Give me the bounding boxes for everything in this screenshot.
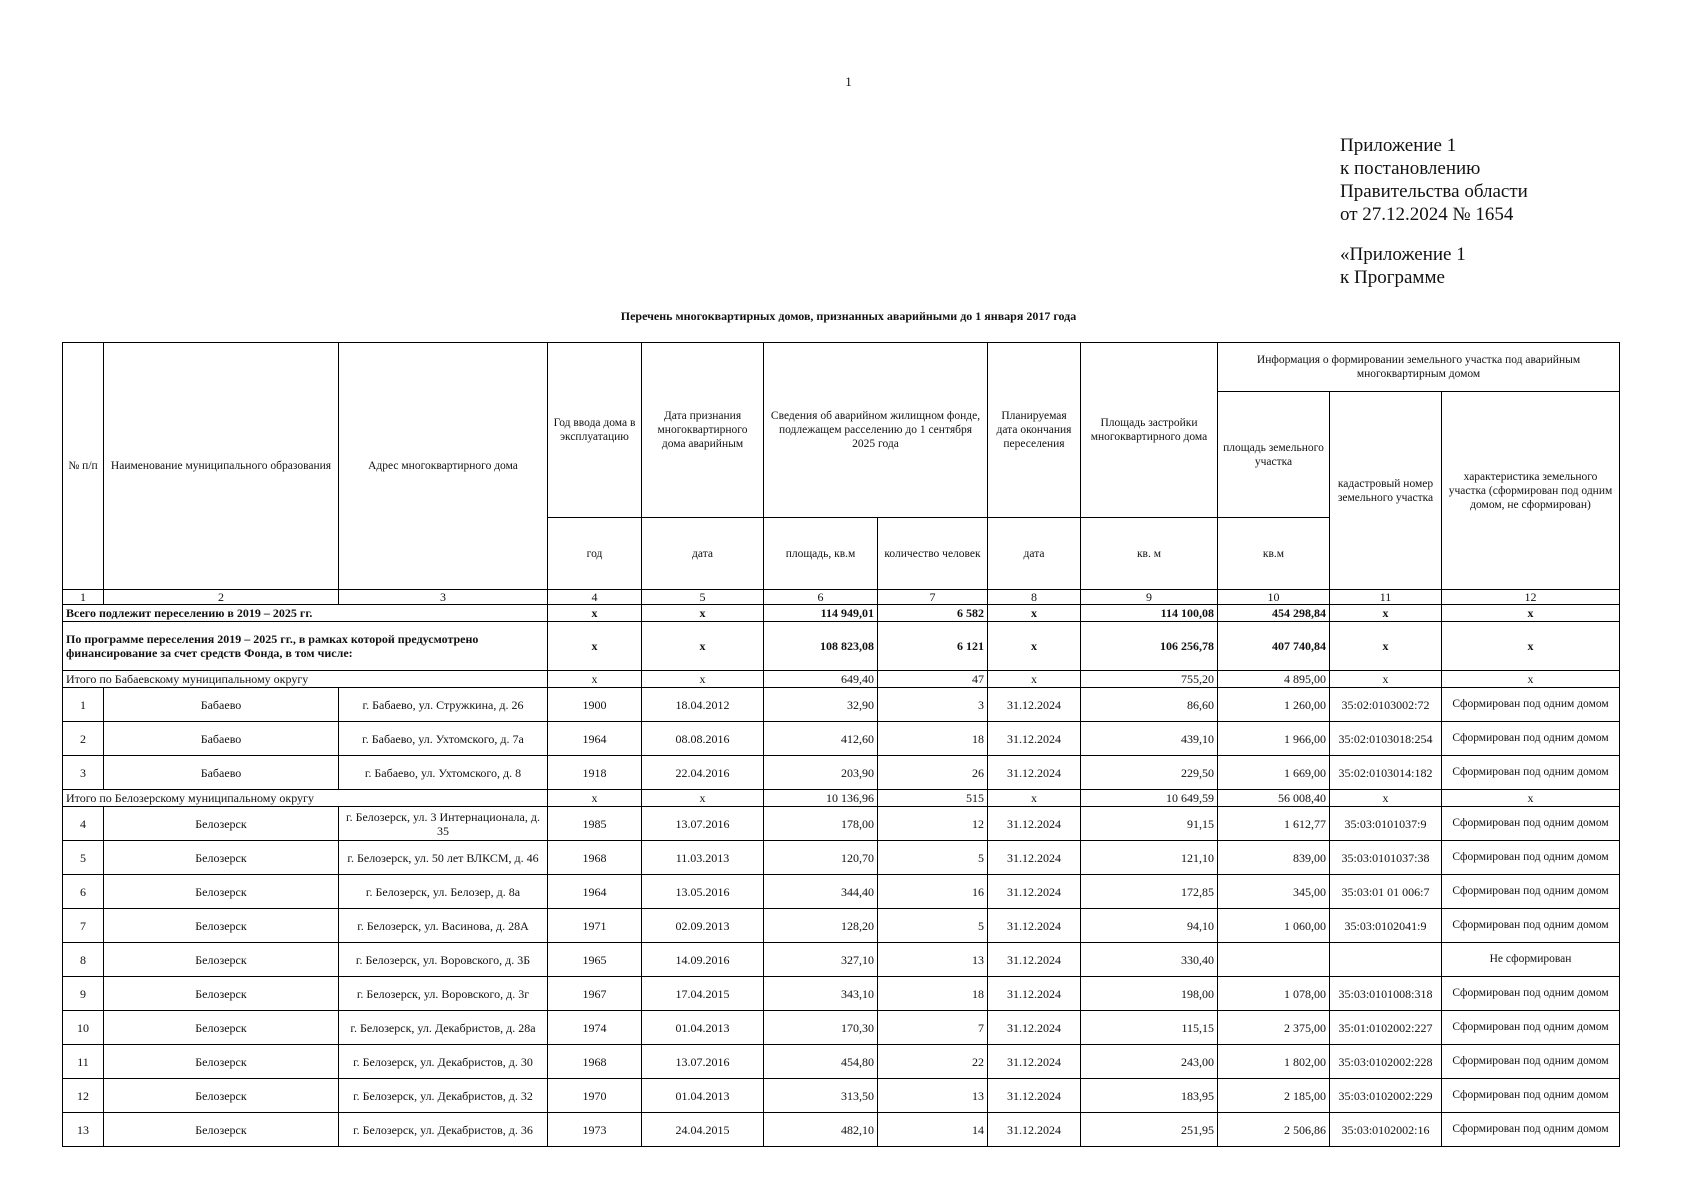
housing-table — [62, 342, 1620, 1147]
planned-date-cell: 31.12.2024 — [988, 1079, 1081, 1113]
planned-date-cell: 31.12.2024 — [988, 1011, 1081, 1045]
land-char-cell: Сформирован под одним домом — [1442, 1045, 1620, 1079]
unit-year: год — [548, 518, 642, 590]
municipality-cell: Бабаево — [104, 688, 339, 722]
people-cell: 26 — [878, 756, 988, 790]
land-char-cell: Сформирован под одним домом — [1442, 807, 1620, 841]
built-area-cell: 172,85 — [1081, 875, 1218, 909]
total-cell: х — [642, 605, 764, 622]
land-char-cell: Сформирован под одним домом — [1442, 1113, 1620, 1147]
address-cell: г. Белозерск, ул. Воровского, д. 3Б — [339, 943, 548, 977]
total-cell: 114 100,08 — [1081, 605, 1218, 622]
col-number: 8 — [988, 590, 1081, 605]
header-land-area: площадь земельного участка — [1218, 392, 1330, 518]
program-cell: 407 740,84 — [1218, 622, 1330, 671]
land-char-cell: Не сформирован — [1442, 943, 1620, 977]
built-area-cell: 183,95 — [1081, 1079, 1218, 1113]
unit-date: дата — [642, 518, 764, 590]
municipality-cell: Белозерск — [104, 943, 339, 977]
row-number: 5 — [63, 841, 104, 875]
land-area-cell: 345,00 — [1218, 875, 1330, 909]
land-area-cell: 1 669,00 — [1218, 756, 1330, 790]
program-cell: х — [642, 622, 764, 671]
appendix-line: от 27.12.2024 № 1654 — [1340, 204, 1514, 225]
people-cell: 14 — [878, 1113, 988, 1147]
land-char-cell: Сформирован под одним домом — [1442, 875, 1620, 909]
col-number: 4 — [548, 590, 642, 605]
header-land-info: Информация о формировании земельного участка под аварийным многоквартирным домом — [1218, 343, 1620, 392]
table-row — [63, 1079, 1620, 1113]
area-cell: 203,90 — [764, 756, 878, 790]
cadastral-cell: 35:02:0103018:254 — [1330, 722, 1442, 756]
year-cell: 1970 — [548, 1079, 642, 1113]
header-cadastral: кадастровый номер земельного участка — [1330, 392, 1442, 590]
row-number: 11 — [63, 1045, 104, 1079]
subtotal-cell: х — [988, 671, 1081, 688]
address-cell: г. Бабаево, ул. Ухтомского, д. 7а — [339, 722, 548, 756]
built-area-cell: 251,95 — [1081, 1113, 1218, 1147]
subtotal-row — [63, 671, 1620, 688]
land-area-cell: 1 802,00 — [1218, 1045, 1330, 1079]
land-char-cell: Сформирован под одним домом — [1442, 841, 1620, 875]
subtotal-cell: 515 — [878, 790, 988, 807]
row-number: 4 — [63, 807, 104, 841]
area-cell: 170,30 — [764, 1011, 878, 1045]
table-row — [63, 875, 1620, 909]
cadastral-cell: 35:03:0102041:9 — [1330, 909, 1442, 943]
land-area-cell — [1218, 943, 1330, 977]
built-area-cell: 115,15 — [1081, 1011, 1218, 1045]
area-cell: 327,10 — [764, 943, 878, 977]
date-cell: 13.07.2016 — [642, 807, 764, 841]
table-row — [63, 1113, 1620, 1147]
planned-date-cell: 31.12.2024 — [988, 943, 1081, 977]
col-number: 5 — [642, 590, 764, 605]
col-number: 12 — [1442, 590, 1620, 605]
built-area-cell: 91,15 — [1081, 807, 1218, 841]
address-cell: г. Белозерск, ул. 50 лет ВЛКСМ, д. 46 — [339, 841, 548, 875]
row-number: 3 — [63, 756, 104, 790]
total-cell: 6 582 — [878, 605, 988, 622]
year-cell: 1985 — [548, 807, 642, 841]
year-cell: 1918 — [548, 756, 642, 790]
col-number: 9 — [1081, 590, 1218, 605]
program-cell: х — [1330, 622, 1442, 671]
table-row — [63, 909, 1620, 943]
header-fund-info: Сведения об аварийном жилищном фонде, подлежащем расселению до 1 сентября 2025 года — [764, 343, 988, 518]
date-cell: 24.04.2015 — [642, 1113, 764, 1147]
year-cell: 1968 — [548, 841, 642, 875]
date-cell: 02.09.2013 — [642, 909, 764, 943]
unit-sqm: кв. м — [1081, 518, 1218, 590]
people-cell: 18 — [878, 977, 988, 1011]
table-row — [63, 807, 1620, 841]
people-cell: 13 — [878, 943, 988, 977]
column-numbers-row — [63, 590, 1620, 605]
document-title: Перечень многоквартирных домов, признанных аварийными до 1 января 2017 года — [620, 309, 1077, 323]
people-cell: 3 — [878, 688, 988, 722]
date-cell: 14.09.2016 — [642, 943, 764, 977]
address-cell: г. Белозерск, ул. Белозер, д. 8а — [339, 875, 548, 909]
row-number: 9 — [63, 977, 104, 1011]
year-cell: 1964 — [548, 875, 642, 909]
area-cell: 313,50 — [764, 1079, 878, 1113]
municipality-cell: Белозерск — [104, 977, 339, 1011]
planned-date-cell: 31.12.2024 — [988, 807, 1081, 841]
cadastral-cell: 35:03:01 01 006:7 — [1330, 875, 1442, 909]
address-cell: г. Белозерск, ул. Декабристов, д. 32 — [339, 1079, 548, 1113]
people-cell: 16 — [878, 875, 988, 909]
address-cell: г. Белозерск, ул. 3 Интернационала, д. 35 — [339, 807, 548, 841]
municipality-cell: Белозерск — [104, 909, 339, 943]
table-row — [63, 977, 1620, 1011]
total-row — [63, 605, 1620, 622]
land-area-cell: 1 966,00 — [1218, 722, 1330, 756]
municipality-cell: Белозерск — [104, 1011, 339, 1045]
total-cell: х — [548, 605, 642, 622]
address-cell: г. Белозерск, ул. Воровского, д. 3г — [339, 977, 548, 1011]
table-row — [63, 756, 1620, 790]
date-cell: 22.04.2016 — [642, 756, 764, 790]
program-cell: х — [1442, 622, 1620, 671]
date-cell: 17.04.2015 — [642, 977, 764, 1011]
land-area-cell: 1 078,00 — [1218, 977, 1330, 1011]
cadastral-cell — [1330, 943, 1442, 977]
built-area-cell: 86,60 — [1081, 688, 1218, 722]
land-char-cell: Сформирован под одним домом — [1442, 688, 1620, 722]
col-number: 7 — [878, 590, 988, 605]
cadastral-cell: 35:02:0103002:72 — [1330, 688, 1442, 722]
planned-date-cell: 31.12.2024 — [988, 1113, 1081, 1147]
land-char-cell: Сформирован под одним домом — [1442, 756, 1620, 790]
page-number: 1 — [845, 74, 852, 89]
land-area-cell: 1 260,00 — [1218, 688, 1330, 722]
municipality-cell: Бабаево — [104, 722, 339, 756]
year-cell: 1964 — [548, 722, 642, 756]
subtotal-cell: 649,40 — [764, 671, 878, 688]
cadastral-cell: 35:03:0101037:38 — [1330, 841, 1442, 875]
col-number: 1 — [63, 590, 104, 605]
date-cell: 18.04.2012 — [642, 688, 764, 722]
subtotal-cell: х — [642, 671, 764, 688]
row-number: 10 — [63, 1011, 104, 1045]
land-area-cell: 2 506,86 — [1218, 1113, 1330, 1147]
header-date-recognized: Дата признания многоквартирного дома аварийным — [642, 343, 764, 518]
year-cell: 1973 — [548, 1113, 642, 1147]
table-row — [63, 722, 1620, 756]
cadastral-cell: 35:01:0102002:227 — [1330, 1011, 1442, 1045]
cadastral-cell: 35:03:0102002:228 — [1330, 1045, 1442, 1079]
people-cell: 18 — [878, 722, 988, 756]
total-cell: х — [988, 605, 1081, 622]
subtotal-cell: х — [642, 790, 764, 807]
subtotal-cell: 10 649,59 — [1081, 790, 1218, 807]
row-number: 13 — [63, 1113, 104, 1147]
table-row — [63, 1045, 1620, 1079]
people-cell: 12 — [878, 807, 988, 841]
municipality-cell: Белозерск — [104, 875, 339, 909]
address-cell: г. Бабаево, ул. Стружкина, д. 26 — [339, 688, 548, 722]
planned-date-cell: 31.12.2024 — [988, 1045, 1081, 1079]
subtotal-cell: х — [1330, 671, 1442, 688]
people-cell: 22 — [878, 1045, 988, 1079]
cadastral-cell: 35:03:0102002:229 — [1330, 1079, 1442, 1113]
total-cell: х — [1330, 605, 1442, 622]
cadastral-cell: 35:03:0101008:318 — [1330, 977, 1442, 1011]
cadastral-cell: 35:03:0102002:16 — [1330, 1113, 1442, 1147]
subtotal-label: Итого по Белозерскому муниципальному округу — [63, 790, 548, 807]
cadastral-cell: 35:02:0103014:182 — [1330, 756, 1442, 790]
address-cell: г. Бабаево, ул. Ухтомского, д. 8 — [339, 756, 548, 790]
area-cell: 344,40 — [764, 875, 878, 909]
program-cell: х — [548, 622, 642, 671]
appendix-line: Приложение 1 — [1340, 135, 1457, 156]
subtotal-cell: 4 895,00 — [1218, 671, 1330, 688]
land-area-cell: 2 185,00 — [1218, 1079, 1330, 1113]
year-cell: 1967 — [548, 977, 642, 1011]
total-cell: х — [1442, 605, 1620, 622]
program-cell: 106 256,78 — [1081, 622, 1218, 671]
subtotal-cell: 755,20 — [1081, 671, 1218, 688]
date-cell: 08.08.2016 — [642, 722, 764, 756]
col-number: 11 — [1330, 590, 1442, 605]
col-number: 6 — [764, 590, 878, 605]
planned-date-cell: 31.12.2024 — [988, 977, 1081, 1011]
appendix-block — [1340, 134, 1528, 289]
area-cell: 128,20 — [764, 909, 878, 943]
subtotal-cell: х — [548, 671, 642, 688]
row-number: 1 — [63, 688, 104, 722]
area-cell: 178,00 — [764, 807, 878, 841]
year-cell: 1968 — [548, 1045, 642, 1079]
planned-date-cell: 31.12.2024 — [988, 909, 1081, 943]
municipality-cell: Бабаево — [104, 756, 339, 790]
unit-date2: дата — [988, 518, 1081, 590]
subtotal-cell: 47 — [878, 671, 988, 688]
planned-date-cell: 31.12.2024 — [988, 756, 1081, 790]
col-number: 10 — [1218, 590, 1330, 605]
subtotal-cell: х — [988, 790, 1081, 807]
header-land-char: характеристика земельного участка (сформирован под одним домом, не сформирован) — [1442, 392, 1620, 590]
total-cell: 114 949,01 — [764, 605, 878, 622]
subtotal-cell: 10 136,96 — [764, 790, 878, 807]
header-address: Адрес многоквартирного дома — [339, 343, 548, 590]
land-char-cell: Сформирован под одним домом — [1442, 722, 1620, 756]
appendix-line: «Приложение 1 — [1340, 244, 1466, 265]
program-label: По программе переселения 2019 – 2025 гг., в рамках которой предусмотрено финансирование за счет средств Фонда, в том числе: — [63, 622, 548, 671]
built-area-cell: 439,10 — [1081, 722, 1218, 756]
subtotal-cell: х — [548, 790, 642, 807]
table-row — [63, 943, 1620, 977]
land-char-cell: Сформирован под одним домом — [1442, 1079, 1620, 1113]
header-year-built: Год ввода дома в эксплуатацию — [548, 343, 642, 518]
date-cell: 01.04.2013 — [642, 1011, 764, 1045]
date-cell: 01.04.2013 — [642, 1079, 764, 1113]
program-row — [63, 622, 1620, 671]
land-char-cell: Сформирован под одним домом — [1442, 1011, 1620, 1045]
header-num: № п/п — [63, 343, 104, 590]
subtotal-row — [63, 790, 1620, 807]
municipality-cell: Белозерск — [104, 1045, 339, 1079]
unit-people: количество человек — [878, 518, 988, 590]
land-area-cell: 1 612,77 — [1218, 807, 1330, 841]
people-cell: 5 — [878, 909, 988, 943]
program-cell: х — [988, 622, 1081, 671]
date-cell: 11.03.2013 — [642, 841, 764, 875]
address-cell: г. Белозерск, ул. Васинова, д. 28А — [339, 909, 548, 943]
municipality-cell: Белозерск — [104, 1113, 339, 1147]
subtotal-cell: х — [1442, 790, 1620, 807]
unit-sqm2: кв.м — [1218, 518, 1330, 590]
built-area-cell: 243,00 — [1081, 1045, 1218, 1079]
address-cell: г. Белозерск, ул. Декабристов, д. 28а — [339, 1011, 548, 1045]
land-area-cell: 2 375,00 — [1218, 1011, 1330, 1045]
year-cell: 1974 — [548, 1011, 642, 1045]
area-cell: 32,90 — [764, 688, 878, 722]
planned-date-cell: 31.12.2024 — [988, 688, 1081, 722]
row-number: 8 — [63, 943, 104, 977]
land-char-cell: Сформирован под одним домом — [1442, 909, 1620, 943]
land-char-cell: Сформирован под одним домом — [1442, 977, 1620, 1011]
total-cell: 454 298,84 — [1218, 605, 1330, 622]
year-cell: 1971 — [548, 909, 642, 943]
municipality-cell: Белозерск — [104, 1079, 339, 1113]
appendix-line: к постановлению — [1340, 158, 1481, 179]
row-number: 12 — [63, 1079, 104, 1113]
row-number: 2 — [63, 722, 104, 756]
area-cell: 343,10 — [764, 977, 878, 1011]
program-cell: 108 823,08 — [764, 622, 878, 671]
subtotal-cell: х — [1330, 790, 1442, 807]
address-cell: г. Белозерск, ул. Декабристов, д. 30 — [339, 1045, 548, 1079]
appendix-line: к Программе — [1340, 267, 1445, 288]
municipality-cell: Белозерск — [104, 841, 339, 875]
built-area-cell: 229,50 — [1081, 756, 1218, 790]
built-area-cell: 121,10 — [1081, 841, 1218, 875]
built-area-cell: 94,10 — [1081, 909, 1218, 943]
land-area-cell: 839,00 — [1218, 841, 1330, 875]
header-planned-date: Планируемая дата окончания переселения — [988, 343, 1081, 518]
area-cell: 482,10 — [764, 1113, 878, 1147]
municipality-cell: Белозерск — [104, 807, 339, 841]
people-cell: 7 — [878, 1011, 988, 1045]
planned-date-cell: 31.12.2024 — [988, 722, 1081, 756]
land-area-cell: 1 060,00 — [1218, 909, 1330, 943]
area-cell: 120,70 — [764, 841, 878, 875]
program-cell: 6 121 — [878, 622, 988, 671]
address-cell: г. Белозерск, ул. Декабристов, д. 36 — [339, 1113, 548, 1147]
built-area-cell: 198,00 — [1081, 977, 1218, 1011]
people-cell: 13 — [878, 1079, 988, 1113]
planned-date-cell: 31.12.2024 — [988, 875, 1081, 909]
row-number: 6 — [63, 875, 104, 909]
built-area-cell: 330,40 — [1081, 943, 1218, 977]
col-number: 2 — [104, 590, 339, 605]
table-row — [63, 688, 1620, 722]
year-cell: 1900 — [548, 688, 642, 722]
year-cell: 1965 — [548, 943, 642, 977]
cadastral-cell: 35:03:0101037:9 — [1330, 807, 1442, 841]
appendix-line: Правительства области — [1340, 181, 1528, 202]
col-number: 3 — [339, 590, 548, 605]
table-row — [63, 841, 1620, 875]
area-cell: 412,60 — [764, 722, 878, 756]
date-cell: 13.07.2016 — [642, 1045, 764, 1079]
subtotal-cell: 56 008,40 — [1218, 790, 1330, 807]
people-cell: 5 — [878, 841, 988, 875]
subtotal-label: Итого по Бабаевскому муниципальному округу — [63, 671, 548, 688]
total-label: Всего подлежит переселению в 2019 – 2025 гг. — [63, 605, 548, 622]
planned-date-cell: 31.12.2024 — [988, 841, 1081, 875]
header-municipality: Наименование муниципального образования — [104, 343, 339, 590]
area-cell: 454,80 — [764, 1045, 878, 1079]
row-number: 7 — [63, 909, 104, 943]
table-row — [63, 1011, 1620, 1045]
header-built-area: Площадь застройки многоквартирного дома — [1081, 343, 1218, 518]
subtotal-cell: х — [1442, 671, 1620, 688]
date-cell: 13.05.2016 — [642, 875, 764, 909]
unit-area: площадь, кв.м — [764, 518, 878, 590]
